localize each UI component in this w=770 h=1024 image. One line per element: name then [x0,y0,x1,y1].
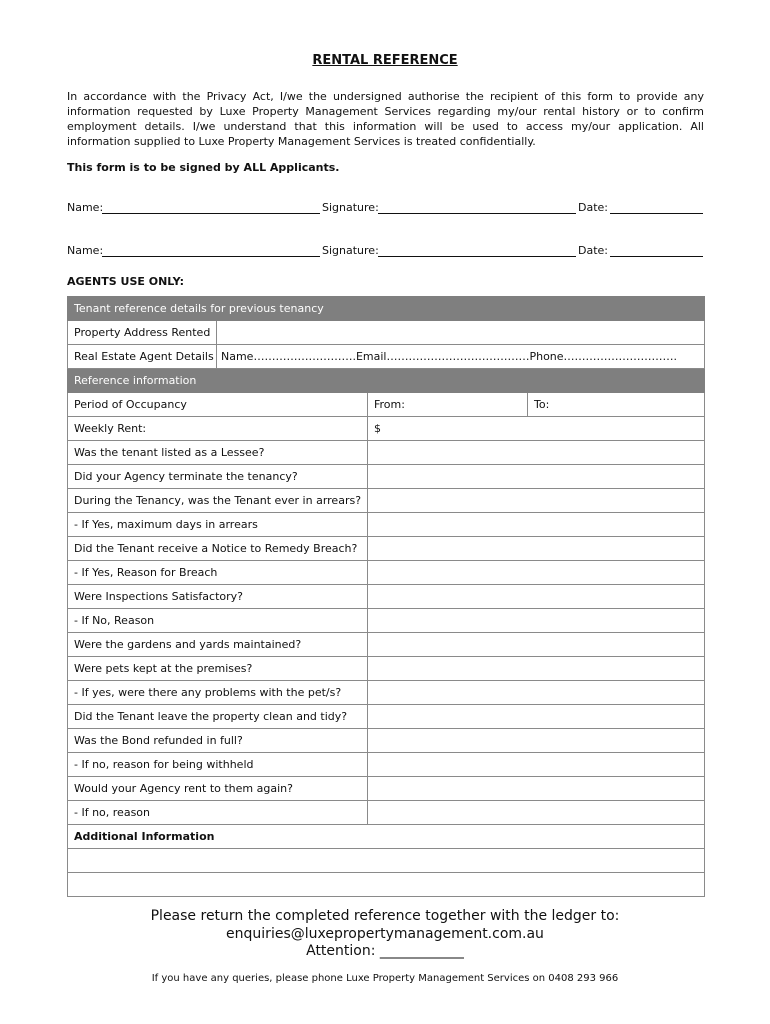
question-label: Were pets kept at the premises? [68,657,368,681]
answer-field[interactable] [368,537,705,561]
date-field[interactable] [610,256,703,257]
additional-info-label: Additional Information [68,825,705,849]
table-row [68,849,705,873]
question-row [68,489,705,513]
question-label: Did the Tenant receive a Notice to Remedy Breach? [68,537,368,561]
to-field[interactable]: To: [528,393,705,417]
question-row [68,609,705,633]
property-address-label: Property Address Rented [68,321,217,345]
from-field[interactable]: From: [368,393,528,417]
name-field[interactable] [102,256,320,257]
signature-label: Signature: [322,201,379,214]
date-label: Date: [578,201,608,214]
question-label: Was the tenant listed as a Lessee? [68,441,368,465]
question-row [68,465,705,489]
additional-info-field[interactable] [68,849,705,873]
answer-field[interactable] [368,465,705,489]
answer-field[interactable] [368,513,705,537]
property-address-field[interactable] [217,321,705,345]
answer-field[interactable] [368,729,705,753]
attention-line: Attention: ____________ [306,943,464,959]
privacy-statement: In accordance with the Privacy Act, I/we the undersigned authorise the recipient of this form to provide any information requested by Luxe Property Management Services regarding my/our rental history or to confirm employment details. I/we understand that this information will be used to access my/our application. All information supplied to Luxe Property Management Services is treated confidentially. [67,90,704,148]
signature-label: Signature: [322,244,379,257]
section-header-row [68,369,705,393]
answer-field[interactable] [368,585,705,609]
weekly-rent-field[interactable]: $ [368,417,705,441]
question-row [68,705,705,729]
table-row [68,873,705,897]
weekly-rent-label: Weekly Rent: [68,417,368,441]
contact-note: If you have any queries, please phone Luxe Property Management Services on 0408 293 966 [151,973,619,984]
signing-instruction: This form is to be signed by ALL Applicants. [67,161,340,174]
question-row [68,777,705,801]
question-label: Did your Agency terminate the tenancy? [68,465,368,489]
tenancy-details-header: Tenant reference details for previous tenancy [68,297,705,321]
date-label: Date: [578,244,608,257]
question-label: Would your Agency rent to them again? [68,777,368,801]
question-row [68,729,705,753]
question-row [68,441,705,465]
question-label: Did the Tenant leave the property clean and tidy? [68,705,368,729]
question-row [68,561,705,585]
question-row [68,513,705,537]
answer-field[interactable] [368,489,705,513]
answer-field[interactable] [368,777,705,801]
question-label: - If no, reason [68,801,368,825]
applicant-signature-row [67,244,703,260]
name-field[interactable] [102,213,320,214]
question-row [68,681,705,705]
additional-info-field[interactable] [68,873,705,897]
return-instruction: Please return the completed reference together with the ledger to: [150,908,620,924]
signature-field[interactable] [378,213,576,214]
answer-field[interactable] [368,657,705,681]
signature-field[interactable] [378,256,576,257]
question-row [68,633,705,657]
answer-field[interactable] [368,609,705,633]
question-row [68,801,705,825]
answer-field[interactable] [368,441,705,465]
question-label: Was the Bond refunded in full? [68,729,368,753]
agent-details-field[interactable]: Name……………………….Email…………………………………Phone…………………………. [217,345,705,369]
question-label: Were Inspections Satisfactory? [68,585,368,609]
question-row [68,753,705,777]
answer-field[interactable] [368,633,705,657]
question-label: - If No, Reason [68,609,368,633]
return-email: enquiries@luxepropertymanagement.com.au [226,926,544,942]
reference-info-header: Reference information [68,369,705,393]
table-row [68,825,705,849]
name-label: Name: [67,244,104,257]
question-label: - If Yes, Reason for Breach [68,561,368,585]
answer-field[interactable] [368,561,705,585]
question-row [68,537,705,561]
answer-field[interactable] [368,753,705,777]
reference-table [67,296,705,897]
question-row [68,657,705,681]
table-row [68,393,705,417]
date-field[interactable] [610,213,703,214]
table-row [68,321,705,345]
question-label: - If no, reason for being withheld [68,753,368,777]
section-header-row [68,297,705,321]
question-label: - If yes, were there any problems with the pet/s? [68,681,368,705]
answer-field[interactable] [368,801,705,825]
question-label: - If Yes, maximum days in arrears [68,513,368,537]
question-label: During the Tenancy, was the Tenant ever in arrears? [68,489,368,513]
table-row [68,345,705,369]
document-title: RENTAL REFERENCE [312,53,458,68]
question-label: Were the gardens and yards maintained? [68,633,368,657]
answer-field[interactable] [368,705,705,729]
agents-use-heading: AGENTS USE ONLY: [67,275,184,288]
applicant-signature-row [67,201,703,217]
agent-details-label: Real Estate Agent Details [68,345,217,369]
period-of-occupancy-label: Period of Occupancy [68,393,368,417]
name-label: Name: [67,201,104,214]
table-row [68,417,705,441]
answer-field[interactable] [368,681,705,705]
question-row [68,585,705,609]
